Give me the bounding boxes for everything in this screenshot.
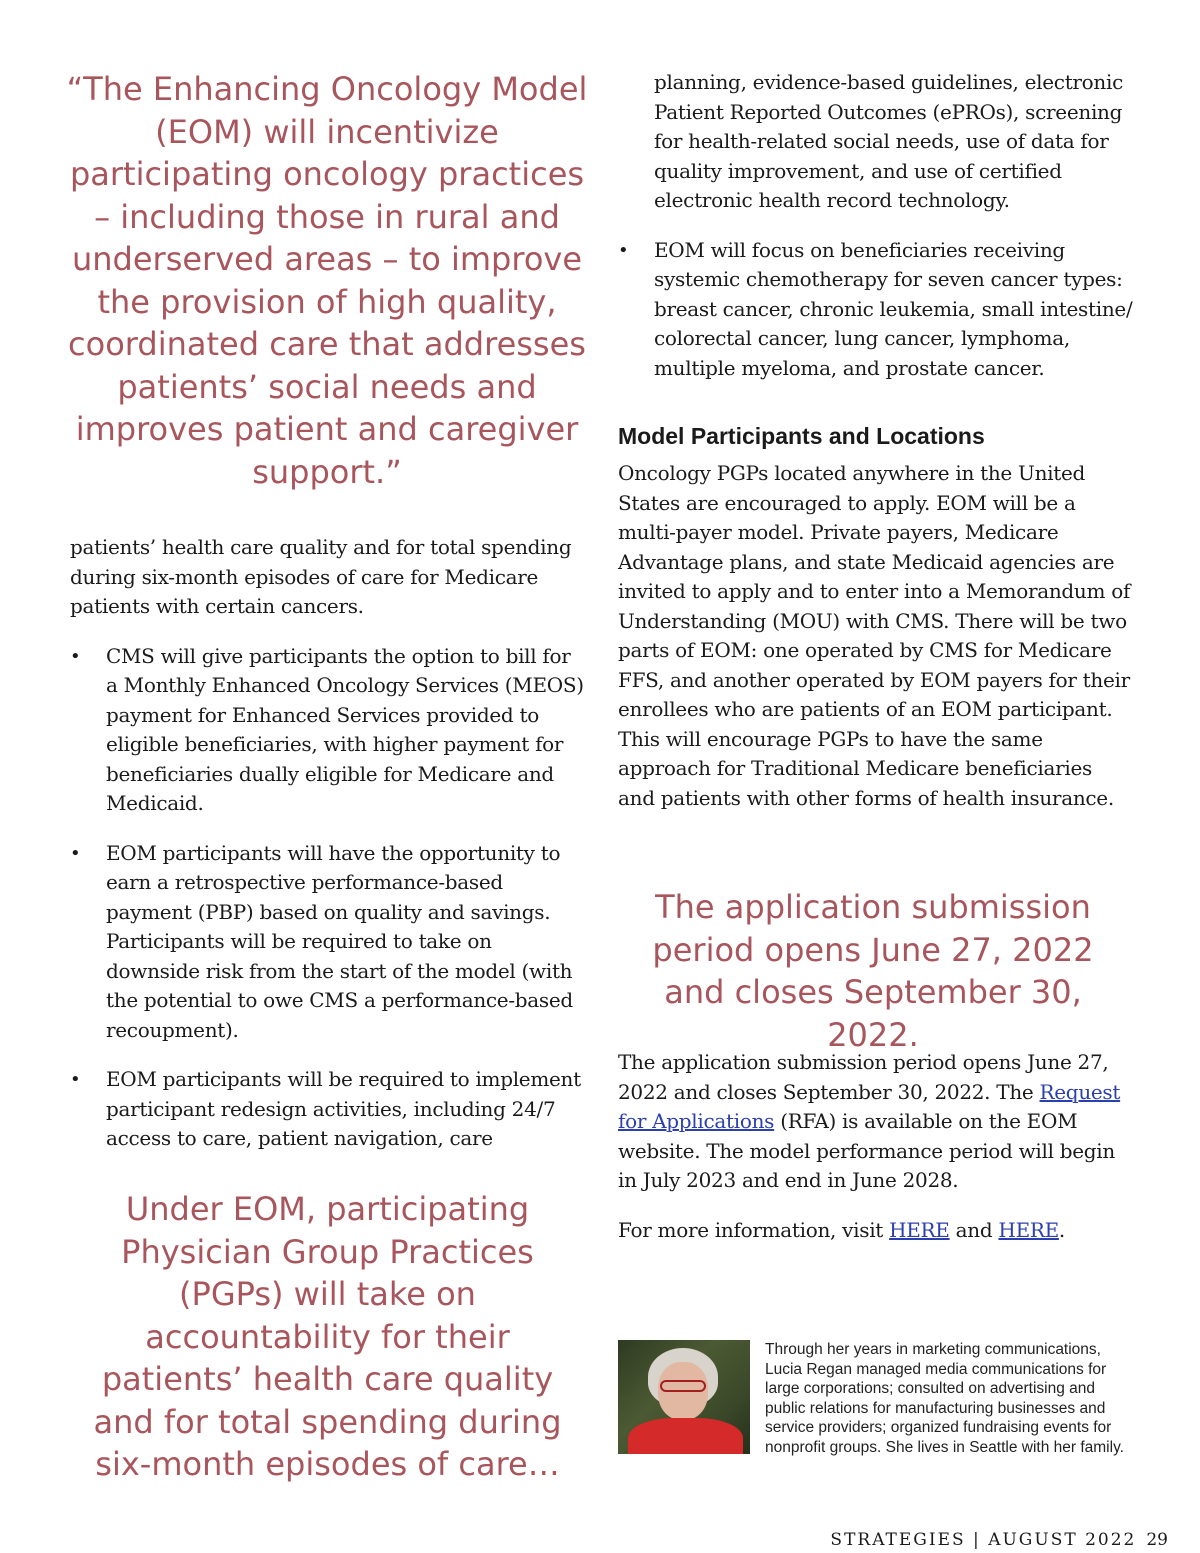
- pull-quote-top: “The Enhancing Oncology Model (EOM) will incentivize participating oncology practices – including those in rural and underserved areas – to improve the provision of high quality, coordinated care that addresses patients’ social needs and improves patient and caregiver support.”: [66, 70, 588, 491]
- list-item: [70, 839, 585, 1046]
- bullet-icon: •: [70, 1069, 81, 1090]
- more-info-and: and: [949, 1217, 999, 1242]
- left-column: [66, 68, 588, 1154]
- application-paragraph: [618, 1048, 1133, 1196]
- author-bio: [618, 1340, 1138, 1460]
- application-text: The application submission period opens June 27, 2022 and closes September 30, 2022. The: [618, 1050, 1109, 1104]
- application-text-after: (RFA) is available on the EOM website. The model performance period will begin in July 2023 and end in June 2028.: [618, 1109, 1115, 1192]
- pull-quote-mid: The application submission period opens June 27, 2022 and closes September 30, 2022.: [652, 888, 1094, 1054]
- bullet-text: EOM participants will have the opportunity to earn a retrospective performance-based payment (PBP) based on quality and savings. Participants will be required to take on downside risk from the start of the model (with the potential to owe CMS a performance-based recoupment).: [106, 840, 573, 1042]
- pull-quote-bottom: Under EOM, participating Physician Group Practices (PGPs) will take on accountability for their patients’ health care quality and for total spending during six-month episodes of care…: [93, 1190, 562, 1483]
- bullet-text: CMS will give participants the option to bill for a Monthly Enhanced Oncology Services (MEOS) payment for Enhanced Services provided to eligible beneficiaries, with higher payment for beneficiaries dually eligible for Medicare and Medicaid.: [106, 643, 584, 815]
- publication-label: STRATEGIES | AUGUST 2022: [830, 1530, 1137, 1550]
- bullet-icon: •: [70, 842, 81, 864]
- left-bullet-list: [70, 642, 585, 1154]
- bullet-icon: •: [618, 239, 629, 261]
- request-for-applications-link[interactable]: Request for Applications: [618, 1079, 1121, 1133]
- bullet-text: EOM participants will be required to implement participant redesign activities, including 24/7 access to care, patient navigation, care: [106, 1067, 581, 1150]
- intro-paragraph: patients’ health care quality and for total spending during six-month episodes of care for Medicare patients with certain cancers.: [70, 535, 572, 618]
- more-info-paragraph: [618, 1216, 1133, 1246]
- section-paragraph: Oncology PGPs located anywhere in the United States are encouraged to apply. EOM will be a multi-payer model. Private payers, Medicare Advantage plans, and state Medicaid agencies are invited to apply and to enter into a Memorandum of Understanding (MOU) with CMS. There will be two parts of EOM: one operated by CMS for Medicare FFS, and another operated by EOM payers for their enrollees who are patients of an EOM participant. This will encourage PGPs to have the same approach for Traditional Medicare beneficiaries and patients with other forms of health insurance.: [618, 461, 1131, 810]
- list-item: [70, 1065, 585, 1154]
- application-info: [618, 1048, 1133, 1245]
- more-info-period: .: [1058, 1217, 1065, 1242]
- bullet-text: planning, evidence-based guidelines, electronic Patient Reported Outcomes (ePROs), screening for health-related social needs, use of data for quality improvement, and use of certified electronic health record technology.: [654, 70, 1124, 212]
- bullet-icon: •: [70, 645, 81, 667]
- right-column: [618, 68, 1133, 813]
- author-photo: [618, 1340, 750, 1454]
- bullet-text: EOM will focus on beneficiaries receiving systemic chemotherapy for seven cancer types: breast cancer, chronic leukemia, small intestine/ colorectal cancer, lung cancer, lymphoma, multiple myeloma, and prostate cancer.: [654, 237, 1133, 380]
- list-item: [618, 68, 1133, 216]
- page-number: 29: [1146, 1530, 1168, 1550]
- list-item: [618, 236, 1133, 384]
- list-item: [70, 642, 585, 819]
- more-info-text: For more information, visit: [618, 1217, 890, 1242]
- bio-text: Through her years in marketing communications, Lucia Regan managed media communications for large corporations; consulted on advertising and public relations for manufacturing businesses and service providers; organized fundraising events for nonprofit groups. She lives in Seattle with her family.: [765, 1341, 1124, 1456]
- section-heading: Model Participants and Locations: [618, 423, 985, 449]
- here-link-2[interactable]: HERE: [998, 1217, 1059, 1242]
- right-bullet-list: [618, 68, 1133, 383]
- here-link-1[interactable]: HERE: [889, 1217, 950, 1242]
- page-footer: [830, 1530, 1168, 1550]
